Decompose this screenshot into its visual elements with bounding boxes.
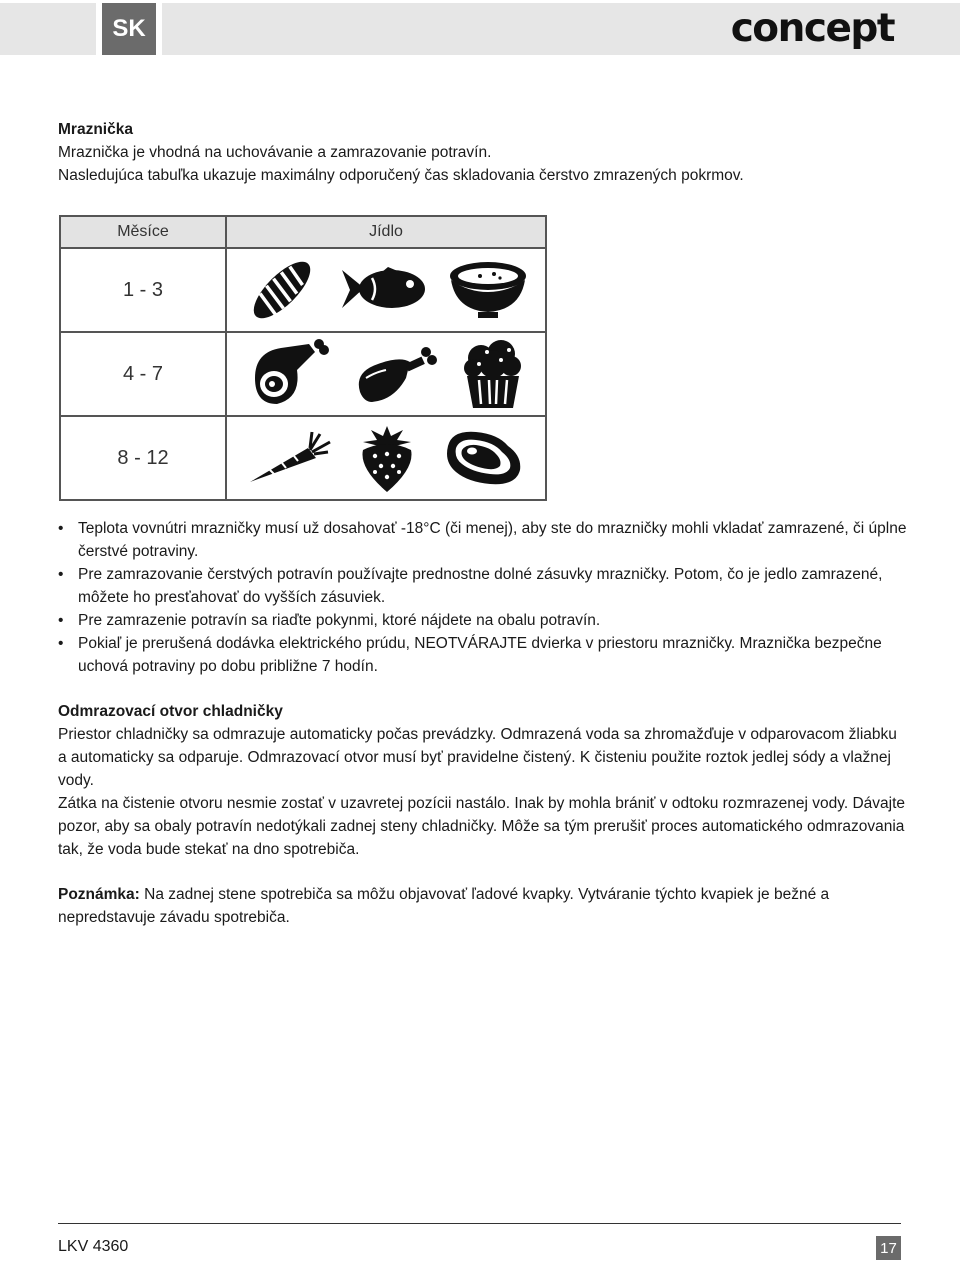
brand-logo: concept	[730, 6, 894, 51]
freezer-tips-list	[58, 517, 908, 678]
storage-table	[59, 215, 547, 501]
food-header: Jídlo	[226, 216, 546, 248]
table-header-row	[60, 216, 546, 248]
freezer-line-2: Nasledujúca tabuľka ukazuje maximálny odporučený čas skladovania čerstvo zmrazených pokrmov.	[58, 167, 744, 184]
months-cell: 4 - 7	[60, 332, 226, 416]
bread-icon	[244, 255, 320, 325]
footer-divider	[58, 1223, 901, 1224]
months-cell: 1 - 3	[60, 248, 226, 332]
list-item: • Pre zamrazovanie čerstvých potravín používajte prednostne dolné zásuvky mrazničky. Potom, čo je jedlo zamrazené, môžete ho presťahovať do vyšších zásuviek.	[58, 563, 908, 609]
model-number: LKV 4360	[58, 1238, 129, 1255]
defrost-section	[58, 700, 908, 861]
list-item: • Pokiaľ je prerušená dodávka elektrického prúdu, NEOTVÁRAJTE dvierka v priestoru mrazničky. Mraznička bezpečne uchová potraviny po dobu približne 7 hodín.	[58, 632, 908, 678]
food-cell	[226, 332, 546, 416]
soup-bowl-icon	[448, 258, 528, 322]
food-cell	[226, 416, 546, 500]
defrost-paragraph-1: Priestor chladničky sa odmrazuje automaticky počas prevádzky. Odmrazená voda sa zhromažďuje v odparovacom žliabku a automaticky sa odparuje. Odmrazovací otvor musí byť pravidelne čistený. K čisteniu použite roztok jedlej sódy a vlažnej vody.	[58, 726, 897, 789]
list-item: • Teplota vovnútri mrazničky musí už dosahovať -18°C (či menej), aby ste do mrazničky mohli vkladať zamrazené, či úplne čerstvé potraviny.	[58, 517, 908, 563]
note-text: Na zadnej stene spotrebiča sa môžu objavovať ľadové kvapky. Vytváranie týchto kvapiek je bežné a nepredstavuje závadu spotrebiča.	[58, 886, 830, 926]
page-number: 17	[876, 1236, 901, 1260]
table-row	[60, 248, 546, 332]
chicken-leg-icon	[354, 342, 438, 406]
list-item: • Pre zamrazenie potravín sa riaďte pokynmi, ktoré nájdete na obalu potravín.	[58, 609, 908, 632]
freezer-section	[58, 118, 908, 187]
ham-icon	[247, 338, 331, 410]
freezer-heading: Mraznička	[58, 121, 133, 138]
table-row	[60, 332, 546, 416]
food-cell	[226, 248, 546, 332]
defrost-paragraph-2: Zátka na čistenie otvoru nesmie zostať v uzavretej pozícii nastálo. Inak by mohla brániť v odtoku rozmrazenej vody. Dávajte pozor, aby sa obaly potravín nedotýkali zadnej steny chladničky. Môže sa tým prerušiť proces automatického odmrazovania tak, že voda bude stekať na dno spotrebiča.	[58, 795, 906, 858]
note-section	[58, 883, 908, 929]
strawberry-icon	[355, 422, 419, 494]
muffin-icon	[461, 338, 525, 410]
page-header	[0, 0, 960, 58]
carrot-icon	[246, 430, 332, 486]
fish-icon	[338, 262, 430, 318]
language-badge: SK	[102, 3, 156, 55]
table-row	[60, 416, 546, 500]
freezer-line-1: Mraznička je vhodná na uchovávanie a zamrazovanie potravín.	[58, 144, 492, 161]
header-left-block	[0, 3, 96, 55]
note-label: Poznámka:	[58, 886, 140, 903]
defrost-heading: Odmrazovací otvor chladničky	[58, 703, 283, 720]
months-cell: 8 - 12	[60, 416, 226, 500]
months-header: Měsíce	[60, 216, 226, 248]
steak-icon	[442, 426, 526, 490]
